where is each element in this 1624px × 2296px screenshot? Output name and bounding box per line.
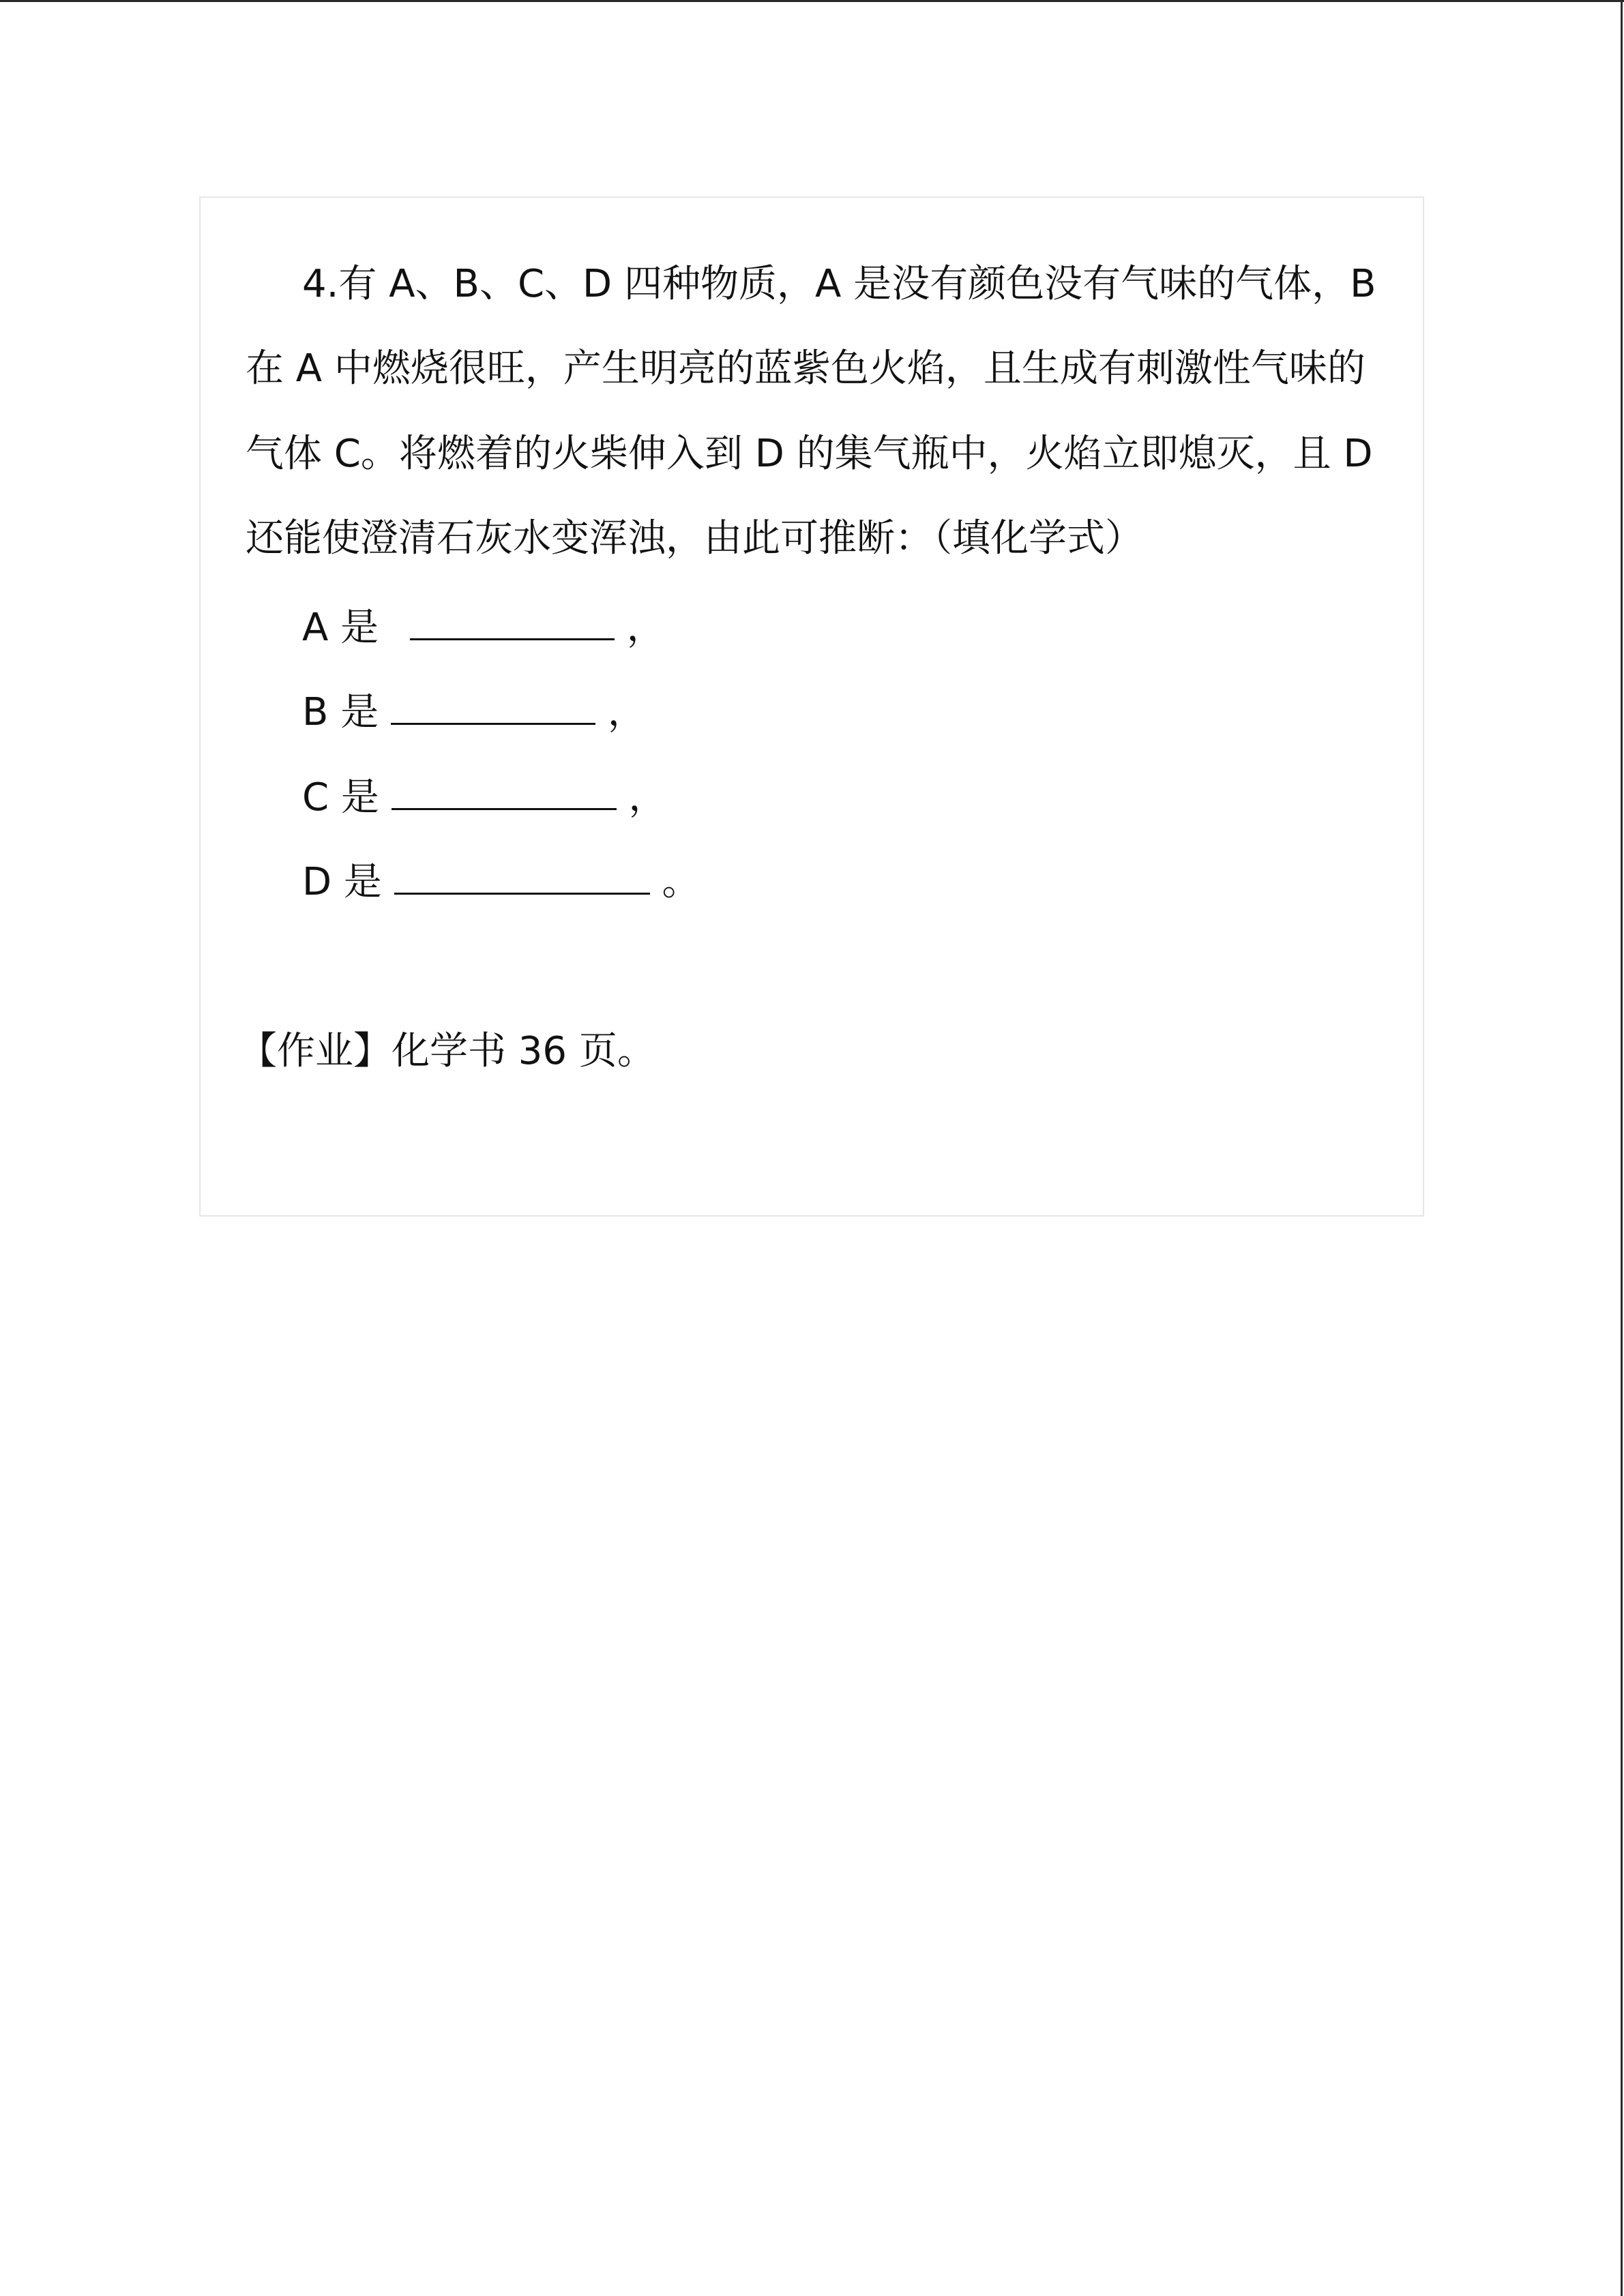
answer-b-punct: ， [607,690,646,734]
answer-d-blank[interactable] [394,854,650,895]
page-top-edge [0,0,1624,2]
answer-d-punct: 。 [662,860,700,904]
question-line-1: 4.有 A、B、C、D 四种物质，A 是没有颜色没有气味的气体，B [302,262,1376,306]
question-line-2: 在 A 中燃烧很旺，产生明亮的蓝紫色火焰，且生成有刺激性气味的 [246,346,1365,391]
question-line-3: 气体 C。将燃着的火柴伸入到 D 的集气瓶中，火焰立即熄灭，且 D [246,432,1373,476]
answer-c [302,770,667,822]
answer-d [302,854,700,906]
answer-c-label: C 是 [302,775,379,820]
answer-c-blank[interactable] [392,770,617,810]
answer-b-label: B 是 [302,690,379,734]
answer-c-punct: ， [628,775,667,820]
page-right-edge [1621,0,1623,2296]
answer-a-blank[interactable] [410,600,615,640]
homework-line: 【作业】化学书 36 页。 [239,1029,655,1073]
answer-a [302,600,665,652]
question-line-4: 还能使澄清石灰水变浑浊，由此可推断：（填化学式） [246,516,1143,561]
answer-b [302,685,646,736]
answer-d-label: D 是 [302,860,382,904]
answer-b-blank[interactable] [391,685,595,725]
answer-a-punct: ， [626,606,665,650]
answer-a-label: A 是 [302,606,379,650]
